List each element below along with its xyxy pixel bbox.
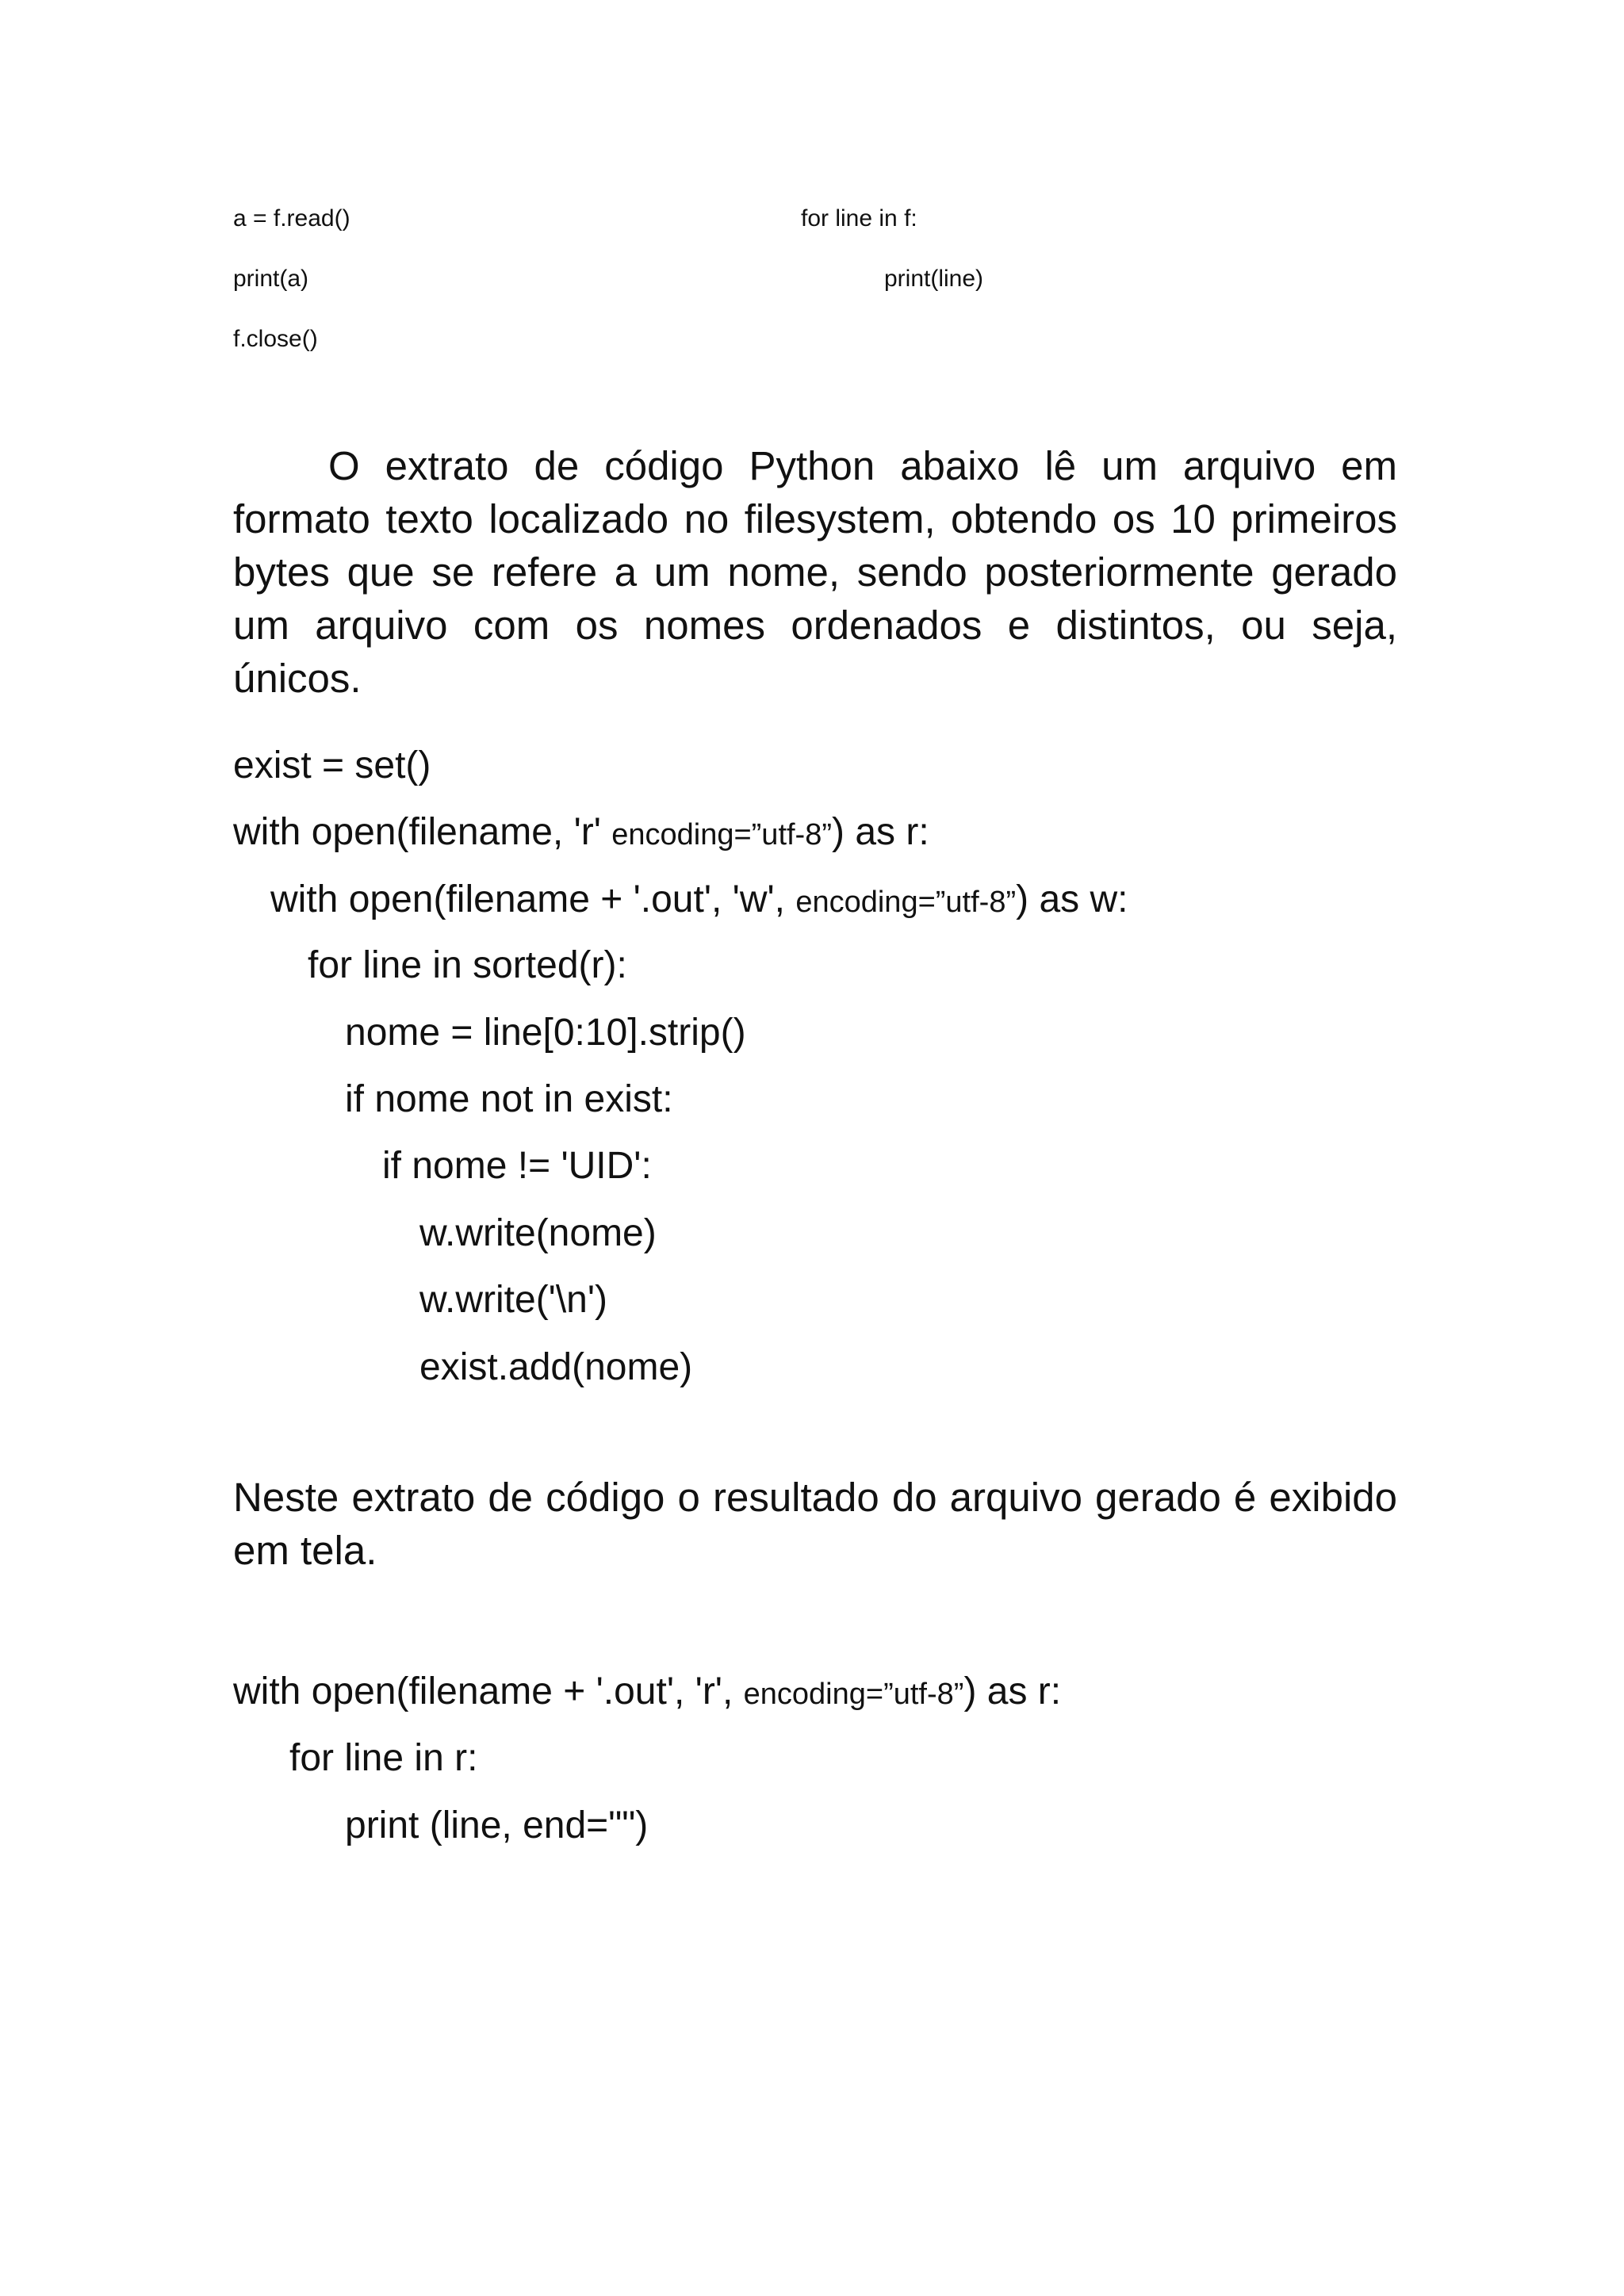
code-line: for line in r:: [289, 1737, 478, 1779]
snippet-print-a-line: print(a): [233, 266, 309, 292]
code-line: w.write('\n'): [419, 1279, 608, 1321]
snippet-print-line: print(line): [884, 266, 984, 292]
code-line: if nome not in exist:: [345, 1078, 673, 1120]
second-paragraph: Neste extrato de código o resultado do arquivo gerado é exibido em tela.: [233, 1475, 1397, 1573]
code-line: with open(filename + '.out', 'r', encoding=”utf-8”) as r:: [233, 1670, 1062, 1712]
code-line: for line in sorted(r):: [308, 944, 627, 986]
code-line: with open(filename, 'r' encoding=”utf-8”) as r:: [233, 811, 929, 853]
code-line: nome = line[0:10].strip(): [345, 1012, 746, 1054]
code-line: exist = set(): [233, 744, 431, 786]
snippet-read-line: a = f.read(): [233, 205, 350, 232]
code-line: with open(filename + '.out', 'w', encoding=”utf-8”) as w:: [270, 878, 1128, 920]
code-line: exist.add(nome): [419, 1346, 693, 1388]
intro-paragraph: O extrato de código Python abaixo lê um arquivo em formato texto localizado no filesystem, obtendo os 10 primeiros bytes que se refere a um nome, sendo posteriormente gerado um arquivo com os nomes ordenados e distintos, ou seja, únicos.: [233, 443, 1397, 701]
snippet-for-line: for line in f:: [801, 205, 917, 232]
snippet-close-line: f.close(): [233, 326, 318, 352]
code-line: print (line, end=""): [345, 1804, 649, 1846]
code-line: if nome != 'UID':: [382, 1145, 652, 1187]
code-line: w.write(nome): [419, 1212, 657, 1254]
